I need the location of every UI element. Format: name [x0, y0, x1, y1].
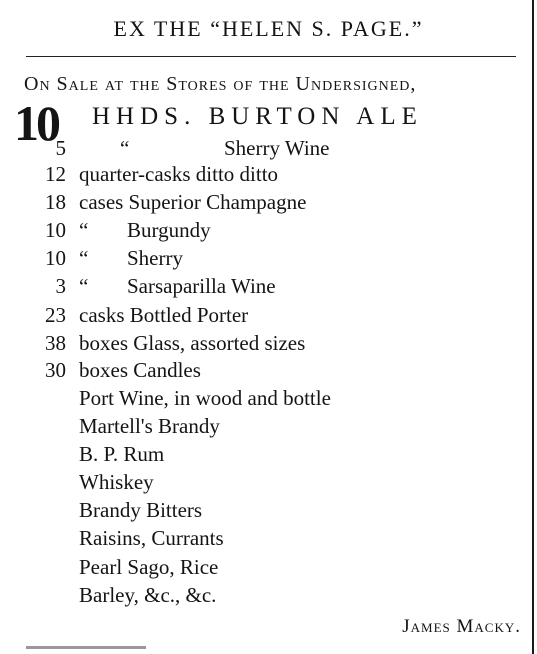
extra-item: Raisins, Currants: [79, 526, 224, 550]
signature: James Macky.: [402, 616, 521, 637]
item-quantity: 10: [45, 246, 66, 270]
lead-item: HHDS. BURTON ALE: [92, 103, 423, 130]
divider: [26, 56, 516, 57]
item-description: [79, 358, 201, 383]
item-text: Sherry Wine: [224, 136, 330, 160]
item-quantity: 3: [55, 274, 66, 298]
item-description: [79, 162, 278, 187]
item-description: [79, 190, 306, 215]
ad-title: EX THE “HELEN S. PAGE.”: [113, 16, 424, 41]
lead-quantity: 10: [14, 95, 58, 151]
column-rule: [532, 0, 534, 654]
item-description: [79, 303, 248, 328]
item-text: Burgundy: [127, 218, 211, 242]
item-quantity: 5: [55, 136, 66, 160]
ditto-mark: “: [79, 246, 89, 270]
item-description: [79, 246, 183, 271]
ditto-mark: “: [79, 218, 89, 242]
item-quantity: 10: [45, 218, 66, 242]
extra-item: Brandy Bitters: [79, 498, 203, 522]
item-description: [79, 274, 276, 299]
extra-item: Whiskey: [79, 470, 154, 494]
ad-subtitle: On Sale at the Stores of the Undersigned,: [24, 73, 417, 95]
item-quantity: 38: [45, 331, 66, 355]
next-ad-fragment: [26, 646, 146, 649]
item-text: Sarsaparilla Wine: [127, 274, 276, 298]
extra-item: B. P. Rum: [79, 442, 165, 466]
ditto-mark: “: [120, 136, 130, 160]
extra-item: Pearl Sago, Rice: [79, 555, 219, 579]
item-quantity: 30: [45, 358, 66, 382]
extra-item: Port Wine, in wood and bottle: [79, 386, 331, 410]
extra-item: Barley, &c., &c.: [79, 583, 217, 607]
item-quantity: 12: [45, 162, 66, 186]
item-text: casks Bottled Porter: [79, 303, 249, 327]
extra-item: Martell's Brandy: [79, 414, 220, 438]
item-description: [120, 136, 330, 161]
item-text: quarter-casks ditto ditto: [79, 162, 279, 186]
item-quantity: 23: [45, 303, 66, 327]
ditto-mark: “: [79, 274, 89, 298]
item-description: [79, 218, 211, 243]
item-text: cases Superior Champagne: [79, 190, 307, 214]
item-description: [79, 331, 305, 356]
item-quantity: 18: [45, 190, 66, 214]
item-text: boxes Glass, assorted sizes: [79, 331, 306, 355]
item-text: boxes Candles: [79, 358, 201, 382]
item-text: Sherry: [127, 246, 183, 270]
